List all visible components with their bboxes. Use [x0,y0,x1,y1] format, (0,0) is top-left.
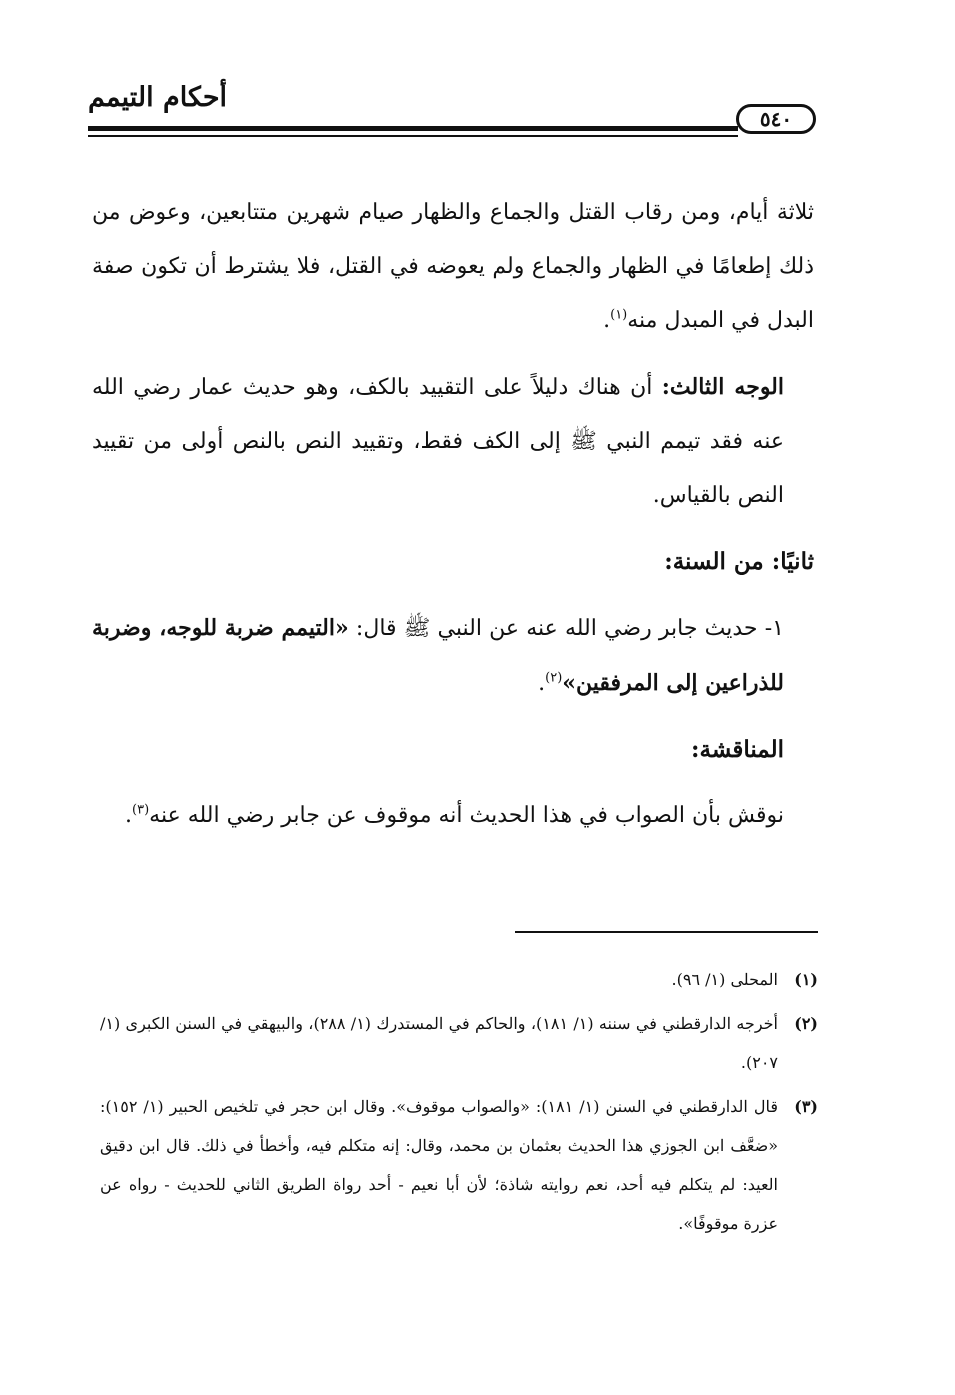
main-text [92,186,814,843]
footnote-2-text: أخرجه الدارقطني في سننه (١/ ١٨١)، والحاكم في المستدرك (١/ ٢٨٨)، والبيهقي في السنن الكبرى (١/ ٢٠٧). [100,1014,778,1072]
footnote-separator [515,931,818,933]
section-heading-discussion: المناقشة: [691,736,784,763]
footnote-3 [100,1087,818,1243]
footnotes [100,960,818,1248]
paragraph-1 [92,186,814,348]
footnote-1 [100,960,818,999]
footnote-ref-2[interactable]: (٢) [545,670,563,686]
paragraph-3-end: . [125,803,133,828]
footnote-1-number: (١) [794,970,818,989]
footnote-1-text: المحلى (١/ ٩٦). [671,970,778,989]
page-number: ٥٤٠ [736,104,816,134]
third-aspect-lead: الوجه الثالث: [661,374,784,400]
list-item-1-end: . [538,671,546,696]
paragraph-3 [92,789,814,843]
running-title: أحكام التيمم [88,82,228,113]
paragraph-2-text: أن هناك دليلاً على التقييد بالكف، وهو حديث عمار رضي الله عنه فقد تيمم النبي ﷺ إلى الكف فقط، وتقييد النص بالنص أولى من تقييد النص بالقياس. [92,375,784,508]
paragraph-3-text: نوقش بأن الصواب في هذا الحديث أنه موقوف عن جابر رضي الله عنه [149,803,784,828]
footnote-2-number: (٢) [794,1014,818,1033]
footnote-3-number: (٣) [794,1097,818,1116]
hadith-quote: «التيمم ضربة للوجه، وضربة للذراعين إلى المرفقين» [92,615,784,696]
header-rule-thin [88,135,738,137]
list-item-1-text: حديث جابر رضي الله عنه عن النبي ﷺ قال: [348,616,765,641]
paragraph-1-end: . [603,308,611,333]
list-item-1-number: ١- [764,616,784,641]
list-item-1 [92,601,814,711]
footnote-ref-1[interactable]: (١) [610,307,628,323]
footnote-2 [100,1004,818,1082]
header-rule-thick [88,126,738,131]
paragraph-1-text: ثلاثة أيام، ومن رقاب القتل والجماع والظهار صيام شهرين متتابعين، وعوض من ذلك إطعامًا في الظهار والجماع ولم يعوضه في القتل، فلا يشترط أن تكون صفة البدل في المبدل منه [92,200,814,333]
paragraph-2 [92,360,814,523]
footnote-3-text: قال الدارقطني في السنن (١/ ١٨١): «والصواب موقوف». وقال ابن حجر في تلخيص الحبير (١/ ١٥٢): «ضعَّف ابن الجوزي هذا الحديث بعثمان بن محمد، وقال: إنه متكلم فيه، وأخطأ في ذلك. قال ابن دقيق العيد: لم يتكلم فيه أحد، نعم روايته شاذة؛ لأن أبا نعيم - أحد رواة الطريق الثاني للحديث - رواه عن عزرة موقوفًا». [100,1097,779,1233]
section-heading-sunnah: ثانيًا: من السنة: [664,548,814,575]
footnote-ref-3[interactable]: (٣) [132,802,150,818]
page-header [88,82,818,152]
